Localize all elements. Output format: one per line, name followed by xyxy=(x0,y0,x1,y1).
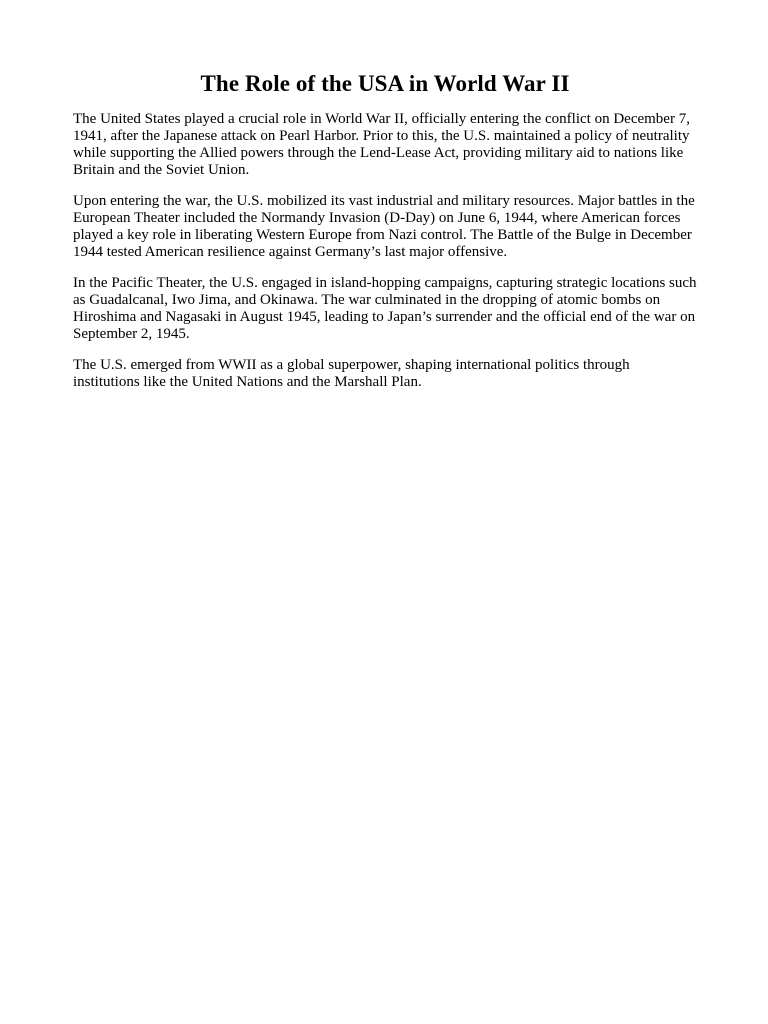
paragraph-postwar: The U.S. emerged from WWII as a global superpower, shaping international politics through institutions like the United Nations and the Marshall Plan. xyxy=(73,357,630,390)
paragraph-pacific-theater: In the Pacific Theater, the U.S. engaged in island-hopping campaigns, capturing strategic locations such as Guadalcanal, Iwo Jima, and Okinawa. The war culminated in the dropping of atomic bombs on Hiroshima and Nagasaki in August 1945, leading to Japan’s surrender and the official end of the war on September 2, 1945. xyxy=(73,275,697,342)
paragraph-european-theater: Upon entering the war, the U.S. mobilized its vast industrial and military resources. Major battles in the European Theater included the Normandy Invasion (D-Day) on June 6, 1944, where American forces played a key role in liberating Western Europe from Nazi control. The Battle of the Bulge in December 1944 tested American resilience against Germany’s last major offensive. xyxy=(73,193,695,260)
document-title: The Role of the USA in World War II xyxy=(200,71,570,96)
document-page xyxy=(73,68,697,405)
paragraph-us-entry: The United States played a crucial role in World War II, officially entering the conflict on December 7, 1941, after the Japanese attack on Pearl Harbor. Prior to this, the U.S. maintained a policy of neutrality while supporting the Allied powers through the Lend-Lease Act, providing military aid to nations like Britain and the Soviet Union. xyxy=(73,111,690,178)
